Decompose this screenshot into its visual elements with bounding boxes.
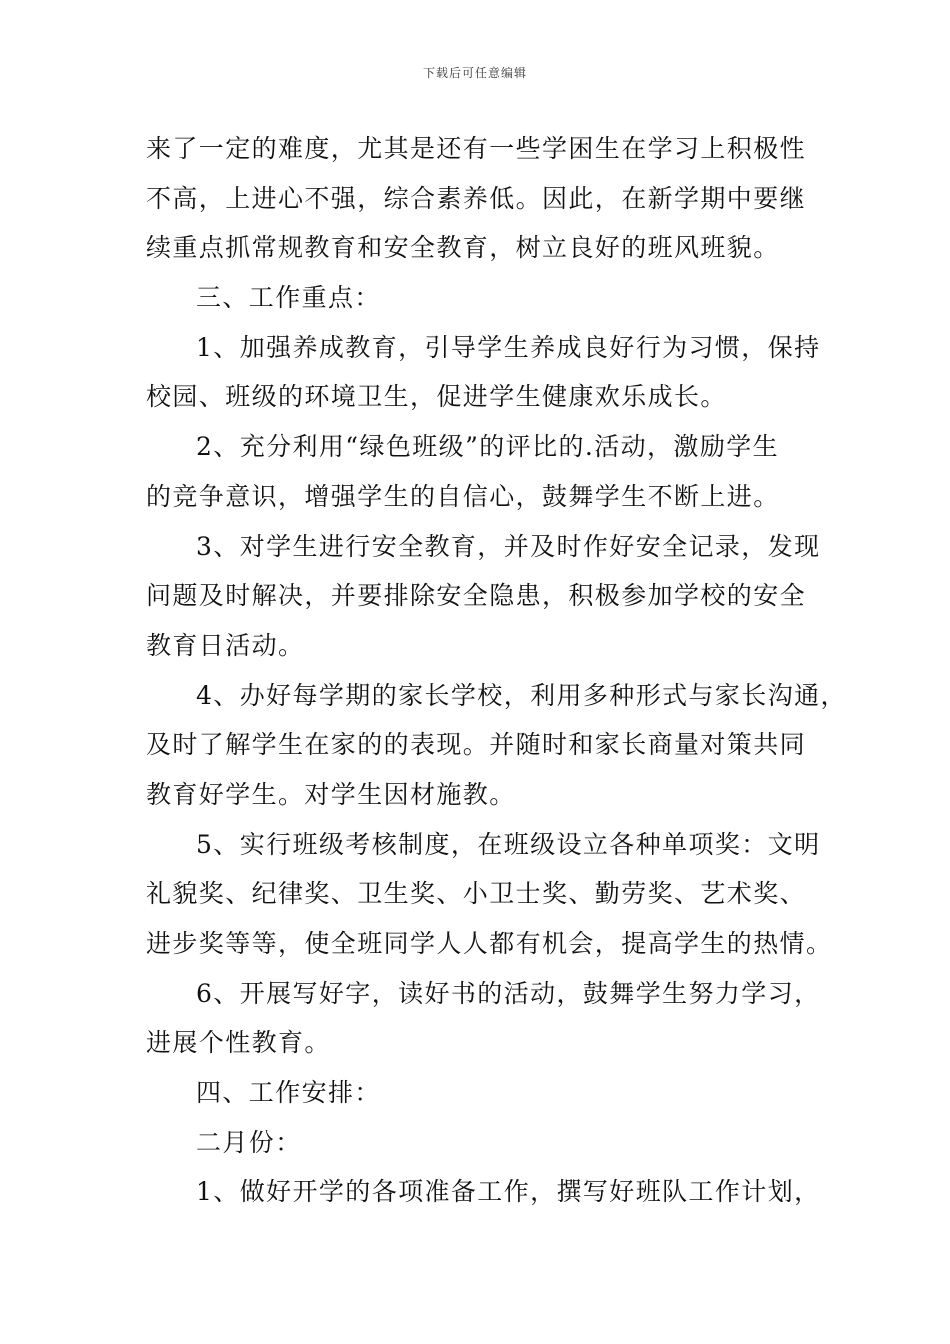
text-line: 1、做好开学的各项准备工作，撰写好班队工作计划， [196,1177,821,1207]
paragraph [146,522,826,671]
text-line: 三、工作重点： [196,283,381,313]
text-line: 5、实行班级考核制度，在班级设立各种单项奖：文明 [196,829,821,859]
text-line: 的竞争意识，增强学生的自信心，鼓舞学生不断上进。 [146,481,780,511]
document-body [146,124,847,1217]
text-line: 校园、班级的环境卫生，促进学生健康欢乐成长。 [146,382,727,412]
text-line: 4、办好每学期的家长学校，利用多种形式与家长沟通， [196,680,847,710]
paragraph [146,671,847,820]
text-line: 礼貌奖、纪律奖、卫生奖、小卫士奖、勤劳奖、艺术奖、 [146,879,807,909]
page-header: 下载后可任意编辑 [422,66,527,80]
text-line: 不高，上进心不强，综合素养低。因此，在新学期中要继 [146,183,807,213]
paragraph [146,1118,826,1168]
paragraph [146,820,833,969]
text-line: 进步奖等等，使全班同学人人都有机会，提高学生的热情。 [146,929,833,958]
text-line: 教育好学生。对学生因材施教。 [146,779,516,809]
text-line: 问题及时解决，并要排除安全隐患，积极参加学校的安全 [146,581,807,611]
text-line: 6、开展写好字，读好书的活动，鼓舞学生努力学习， [196,978,821,1008]
paragraph [146,124,826,273]
paragraph [146,273,826,323]
text-line: 3、对学生进行安全教育，并及时作好安全记录，发现 [196,531,821,561]
paragraph [146,1167,826,1217]
paragraph [146,422,826,521]
text-line: 来了一定的难度，尤其是还有一些学困生在学习上积极性 [146,134,807,163]
text-line: 进展个性教育。 [146,1028,331,1058]
text-line: 2、充分利用“绿色班级”的评比的.活动，激励学生 [196,432,780,462]
paragraph [146,1068,826,1118]
paragraph [146,323,826,422]
text-line: 二月份： [196,1127,302,1157]
text-line: 续重点抓常规教育和安全教育，树立良好的班风班貌。 [146,233,780,263]
text-line: 教育日活动。 [146,630,305,660]
paragraph [146,969,826,1068]
text-line: 四、工作安排： [196,1078,381,1108]
text-line: 及时了解学生在家的的表现。并随时和家长商量对策共同 [146,730,807,760]
text-line: 1、加强养成教育，引导学生养成良好行为习惯，保持 [196,332,821,362]
